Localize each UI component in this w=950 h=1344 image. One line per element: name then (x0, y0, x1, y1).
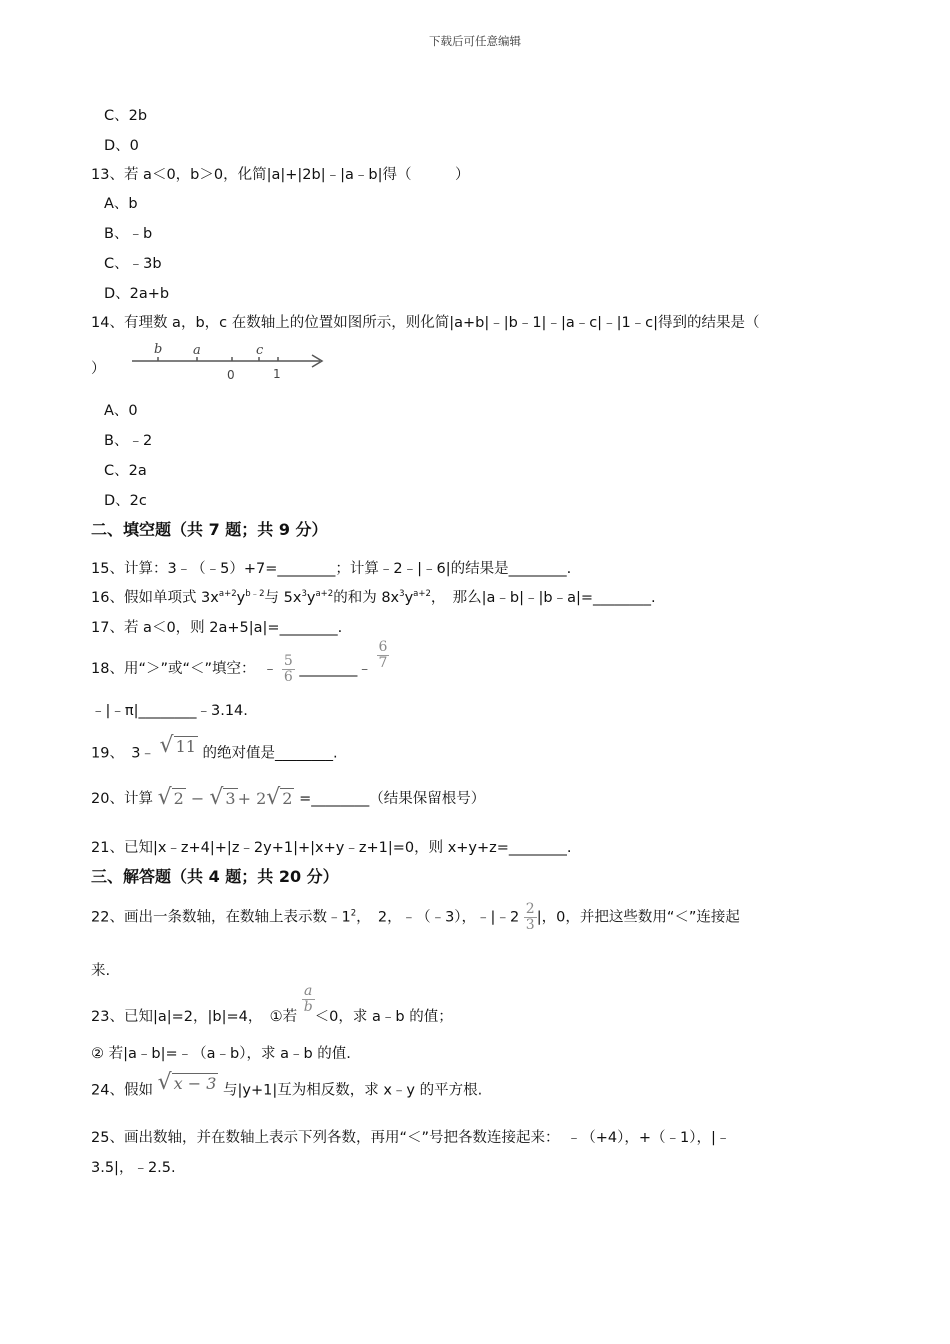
q13-option-a: A、b (104, 196, 138, 212)
label-0: 0 (227, 368, 235, 382)
number-line-figure (128, 337, 328, 385)
sqrt-expression: √ 2 − √ 3 + 2√ 2 (157, 785, 293, 810)
fraction-a-b: $\frac{a}{b}$ (303, 983, 313, 1015)
q21: 21、已知|x﹣z+4|+|z﹣2y+1|+|x+y﹣z+1|=0，则 x+y+z=________. (91, 840, 572, 856)
q17: 17、若 a＜0，则 2a+5|a|=________. (91, 620, 343, 636)
q14-close-paren: ） (91, 361, 106, 377)
label-a: a (193, 343, 201, 358)
q22-line2: 来. (91, 963, 111, 979)
q23-line1: 23、已知|a|=2，|b|=4， ①若 $\frac{a}{b}$ ＜0，求 a﹣b 的值； (91, 983, 453, 1025)
q18-line1: 18、用“＞”或“＜”填空： ﹣ $\frac{5}{6}$ ________﹣ $\frac{6}{7}$ (91, 639, 388, 685)
section-2-heading: 二、填空题（共 7 题；共 9 分） (91, 520, 328, 539)
fraction-5-6: $\frac{5}{6}$ (283, 652, 293, 685)
page-header: 下载后可任意编辑 (429, 34, 521, 48)
label-1: 1 (273, 367, 281, 381)
q14-option-d: D、2c (104, 493, 147, 509)
q12-option-c: C、2b (104, 108, 148, 124)
q14-stem: 14、有理数 a，b，c 在数轴上的位置如图所示，则化简|a+b|﹣|b﹣1|﹣|a﹣c|﹣|1﹣c|得到的结果是（ (91, 315, 760, 331)
q25-line2: 3.5|，﹣2.5. (91, 1160, 176, 1176)
q15: 15、计算：3﹣（﹣5）+7=________；计算﹣2﹣|﹣6|的结果是________. (91, 561, 572, 577)
q23-line2: ② 若|a﹣b|=﹣（a﹣b），求 a﹣b 的值. (91, 1046, 351, 1062)
q13-option-c: C、﹣3b (104, 256, 162, 272)
q20: 20、计算 √ 2 − √ 3 + 2√ 2 =________（结果保留根号） (91, 785, 486, 810)
section-3-heading: 三、解答题（共 4 题；共 20 分） (91, 867, 339, 886)
q25-line1: 25、画出数轴，并在数轴上表示下列各数，再用“＜”号把各数连接起来： ﹣（+4），+（﹣1），|﹣ (91, 1130, 731, 1146)
fraction-6-7: $\frac{6}{7}$ (378, 639, 388, 671)
sqrt-11: √ 11 (159, 733, 196, 758)
q18-line2: ﹣|﹣π|________﹣3.14. (91, 703, 248, 719)
q19: 19、 3﹣ √ 11 的绝对值是________. (91, 733, 338, 762)
q13-option-b: B、﹣b (104, 226, 153, 242)
label-c: c (256, 343, 264, 358)
q14-option-b: B、﹣2 (104, 433, 153, 449)
q16: 16、假如单项式 $3x^{a+2}y^{b﹣2}$与 $5x^3y^{a+2}$的和为 $8x^3y^{a+2}$， 那么|a﹣b|﹣|b﹣a|=________. (91, 589, 656, 606)
q14-option-a: A、0 (104, 403, 138, 419)
q24: 24、假如 √ x − 3 与|y+1|互为相反数，求 x﹣y 的平方根. (91, 1070, 483, 1099)
q22-line1: 22、画出一条数轴，在数轴上表示数$﹣1^2$， 2，﹣（﹣3），﹣|﹣2 $\frac{2}{3}$ |，0，并把这些数用“＜”连接起 (91, 901, 740, 933)
q13-stem: 13、若 a＜0，b＞0，化简|a|+|2b|﹣|a﹣b|得（ ） (91, 167, 470, 183)
q12-option-d: D、0 (104, 138, 139, 154)
label-b: b (154, 342, 163, 357)
q13-option-d: D、2a+b (104, 286, 170, 302)
q14-option-c: C、2a (104, 463, 147, 479)
fraction-2-3: $\frac{2}{3}$ (525, 901, 535, 933)
sqrt-x-minus-3: √ x − 3 (157, 1070, 217, 1095)
